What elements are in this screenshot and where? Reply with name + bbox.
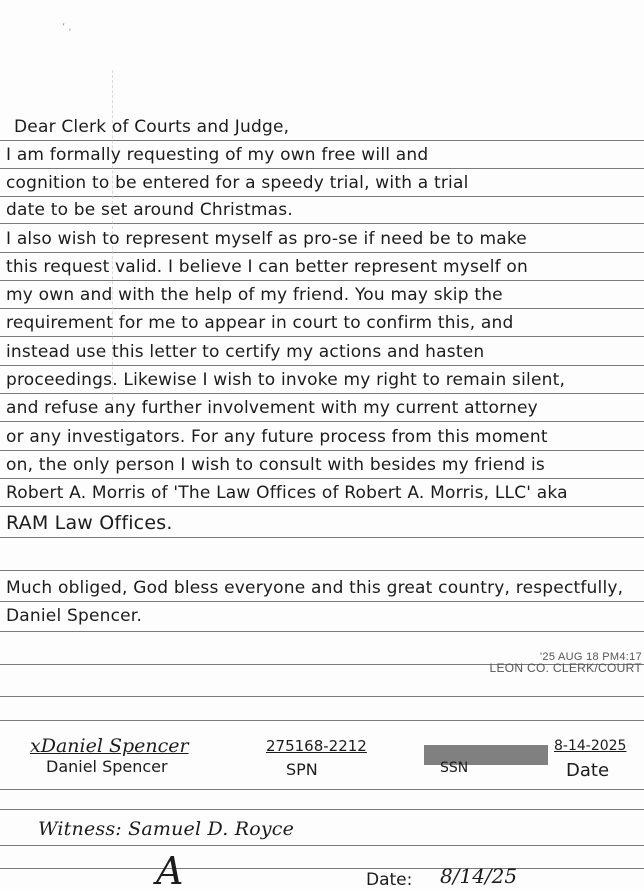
- ruled-line: [0, 223, 644, 224]
- witness-signature-mark: A: [156, 849, 184, 893]
- body-line: I am formally requesting of my own free will and: [6, 145, 429, 165]
- ruled-line: [0, 450, 644, 451]
- body-line: proceedings. Likewise I wish to invoke my right to remain silent,: [6, 370, 566, 390]
- body-line: RAM Law Offices.: [6, 512, 173, 534]
- body-line: cognition to be entered for a speedy trial, with a trial: [6, 173, 469, 193]
- body-line: my own and with the help of my friend. You may skip the: [6, 285, 503, 305]
- body-line: date to be set around Christmas.: [6, 200, 293, 220]
- ruled-line: [0, 196, 644, 197]
- date-label: Date: [566, 760, 610, 781]
- spn-label: SPN: [286, 760, 318, 779]
- ruled-line: [0, 868, 644, 869]
- ruled-line: [0, 809, 644, 810]
- ruled-line: [0, 720, 644, 721]
- spn-value: 275168-2212: [266, 737, 367, 755]
- witness-date-prefix: Date:: [366, 870, 413, 890]
- date-value: 8-14-2025: [554, 738, 627, 754]
- body-line: instead use this letter to certify my actions and hasten: [6, 342, 485, 362]
- body-line: Robert A. Morris of 'The Law Offices of Robert A. Morris, LLC' aka: [6, 483, 568, 503]
- ruled-line: [0, 140, 644, 141]
- witness-date-value: 8/14/25: [440, 864, 518, 888]
- ruled-line: [0, 365, 644, 366]
- ruled-line: [0, 537, 644, 538]
- printed-name: Daniel Spencer: [46, 757, 168, 776]
- closing-name: Daniel Spencer.: [6, 606, 143, 626]
- ruled-line: [0, 570, 644, 571]
- body-line: this request valid. I believe I can better represent myself on: [6, 257, 528, 277]
- greeting: Dear Clerk of Courts and Judge,: [14, 117, 290, 137]
- scan-speck: ‘ ,: [62, 22, 72, 33]
- ruled-line: [0, 336, 644, 337]
- ruled-line: [0, 506, 644, 507]
- ruled-line: [0, 168, 644, 169]
- body-line: I also wish to represent myself as pro-se if need be to make: [6, 229, 527, 249]
- ruled-line: [0, 421, 644, 422]
- ruled-line: [0, 308, 644, 309]
- body-line: and refuse any further involvement with my current attorney: [6, 398, 538, 418]
- clerk-filing-stamp: [490, 652, 642, 674]
- ruled-line: [0, 845, 644, 846]
- ruled-line: [0, 280, 644, 281]
- ruled-line: [0, 696, 644, 697]
- body-line: or any investigators. For any future process from this moment: [6, 427, 548, 447]
- ruled-line: [0, 478, 644, 479]
- defendant-signature: xDaniel Spencer: [30, 735, 189, 757]
- stamp-datetime: '25 AUG 18 PM4:17: [540, 651, 642, 663]
- body-line: on, the only person I wish to consult with besides my friend is: [6, 455, 545, 475]
- ruled-line: [0, 631, 644, 632]
- ruled-line: [0, 789, 644, 790]
- ruled-line: [0, 393, 644, 394]
- ruled-line: [0, 601, 644, 602]
- ssn-label: SSN: [440, 760, 469, 776]
- ruled-line: [0, 252, 644, 253]
- stamp-office: LEON CO. CLERK/COURT: [489, 661, 642, 675]
- body-line: requirement for me to appear in court to confirm this, and: [6, 313, 514, 333]
- witness-line: Witness: Samuel D. Royce: [38, 818, 295, 840]
- closing-line: Much obliged, God bless everyone and this great country, respectfully,: [6, 578, 624, 598]
